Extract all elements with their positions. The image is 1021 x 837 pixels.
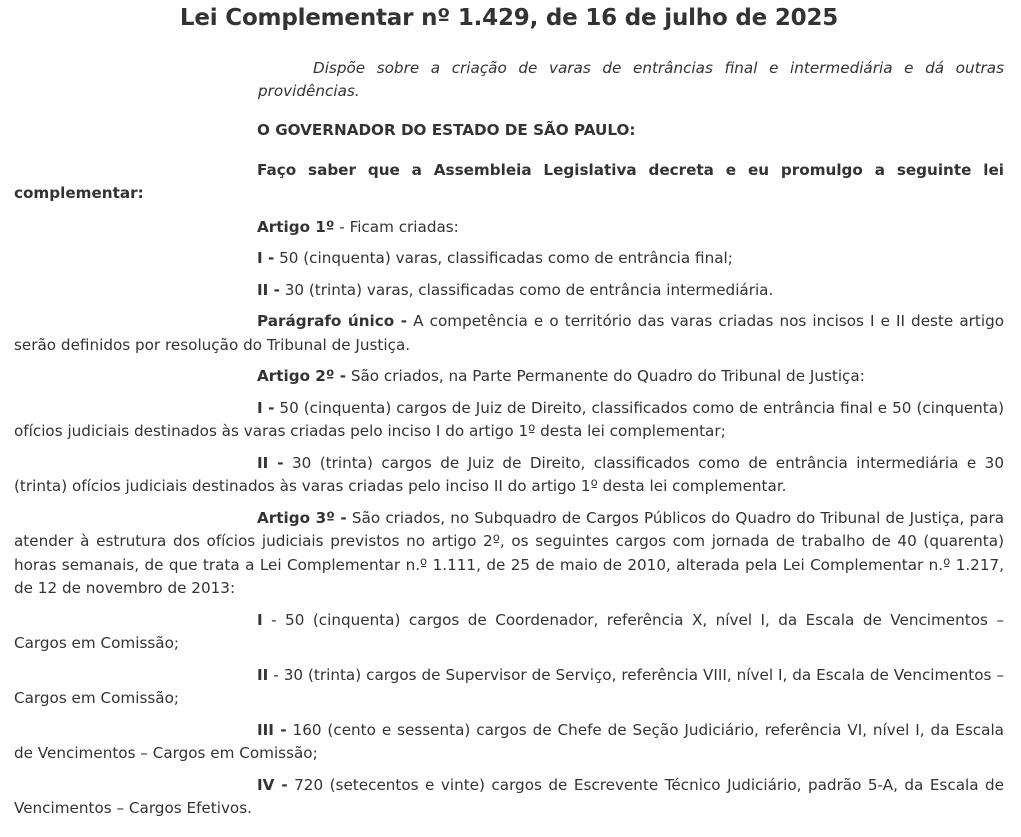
page-title: Lei Complementar nº 1.429, de 16 de julho de 2025 <box>179 5 839 31</box>
inciso-text: 30 (trinta) varas, classificadas como de entrância intermediária. <box>279 280 774 299</box>
inciso-label: I <box>257 610 263 629</box>
article-2 <box>14 365 1004 389</box>
inciso-text: 50 (cinquenta) varas, classificadas como de entrância final; <box>274 249 733 267</box>
article-1-inciso-2 <box>14 279 1004 303</box>
inciso-text: - 30 (trinta) cargos de Supervisor de Serviço, referência VIII, nível I, da Escala de Vencimentos – Cargos em Comissão; <box>14 665 1004 707</box>
article-1-paragrafo-unico <box>14 310 1004 357</box>
article-2-text: São criados, na Parte Permanente do Quadro do Tribunal de Justiça: <box>346 367 865 385</box>
inciso-label: I - <box>257 249 275 267</box>
article-1-inciso-1 <box>14 247 1004 271</box>
article-1-label: Artigo 1º <box>257 217 335 236</box>
inciso-text: - 50 (cinquenta) cargos de Coordenador, referência X, nível I, da Escala de Vencimentos – Cargos em Comissão; <box>14 610 1004 652</box>
article-3-label: Artigo 3º - <box>257 508 347 527</box>
article-3-inciso-3 <box>14 719 1004 766</box>
article-3-inciso-1 <box>14 609 1004 656</box>
article-1-text: - Ficam criadas: <box>334 217 459 236</box>
article-2-inciso-1 <box>14 397 1004 444</box>
paragraph-text: A competência e o território das varas criadas nos incisos I e II deste artigo serão definidos por resolução do Tribunal de Justiça. <box>14 312 1005 354</box>
inciso-text: 30 (trinta) cargos de Juiz de Direito, classificados como de entrância intermediária e 30 (trinta) ofícios judiciais destinados às varas criadas pelo inciso II do artigo 1º desta lei complementar. <box>14 453 1004 495</box>
article-3-text: São criados, no Subquadro de Cargos Públicos do Quadro do Tribunal de Justiça, para atender à estrutura dos ofícios judiciais previstos no artigo 2º, os seguintes cargos com jornada de trabalho de 40 (quarenta) horas semanais, de que trata a Lei Complementar n.º 1.111, de 25 de maio de 2010, alterada pela Lei Complementar n.º 1.217, de 12 de novembro de 2013: <box>14 508 1004 597</box>
inciso-text: 720 (setecentos e vinte) cargos de Escrevente Técnico Judiciário, padrão 5-A, da Escala de Vencimentos – Cargos Efetivos. <box>14 775 1004 817</box>
inciso-label: IV - <box>257 775 288 794</box>
inciso-label: II <box>257 665 269 684</box>
article-3-inciso-2 <box>14 664 1004 711</box>
article-3-inciso-4 <box>14 774 1004 821</box>
governor-heading: O GOVERNADOR DO ESTADO DE SÃO PAULO: <box>257 121 636 139</box>
inciso-label: III - <box>257 720 287 739</box>
inciso-label: II - <box>257 280 280 299</box>
inciso-label: II - <box>257 453 284 472</box>
ementa: Dispõe sobre a criação de varas de entrâncias final e intermediária e dá outras providências. <box>258 59 1004 100</box>
inciso-text: 160 (cento e sessenta) cargos de Chefe de Seção Judiciário, referência VI, nível I, da Escala de Vencimentos – Cargos em Comissão; <box>14 720 1004 762</box>
article-3 <box>14 507 1004 601</box>
inciso-text: 50 (cinquenta) cargos de Juiz de Direito, classificados como de entrância final e 50 (cinquenta) ofícios judiciais destinados às varas criadas pelo inciso I do artigo 1º desta lei complementar; <box>14 398 1004 440</box>
inciso-label: I - <box>257 398 275 417</box>
article-2-inciso-2 <box>14 452 1004 499</box>
article-1 <box>14 216 1004 240</box>
promulgation-clause: Faço saber que a Assembleia Legislativa decreta e eu promulgo a seguinte lei complementar: <box>14 160 1004 202</box>
paragraph-label: Parágrafo único - <box>257 312 408 330</box>
article-2-label: Artigo 2º - <box>257 367 347 385</box>
